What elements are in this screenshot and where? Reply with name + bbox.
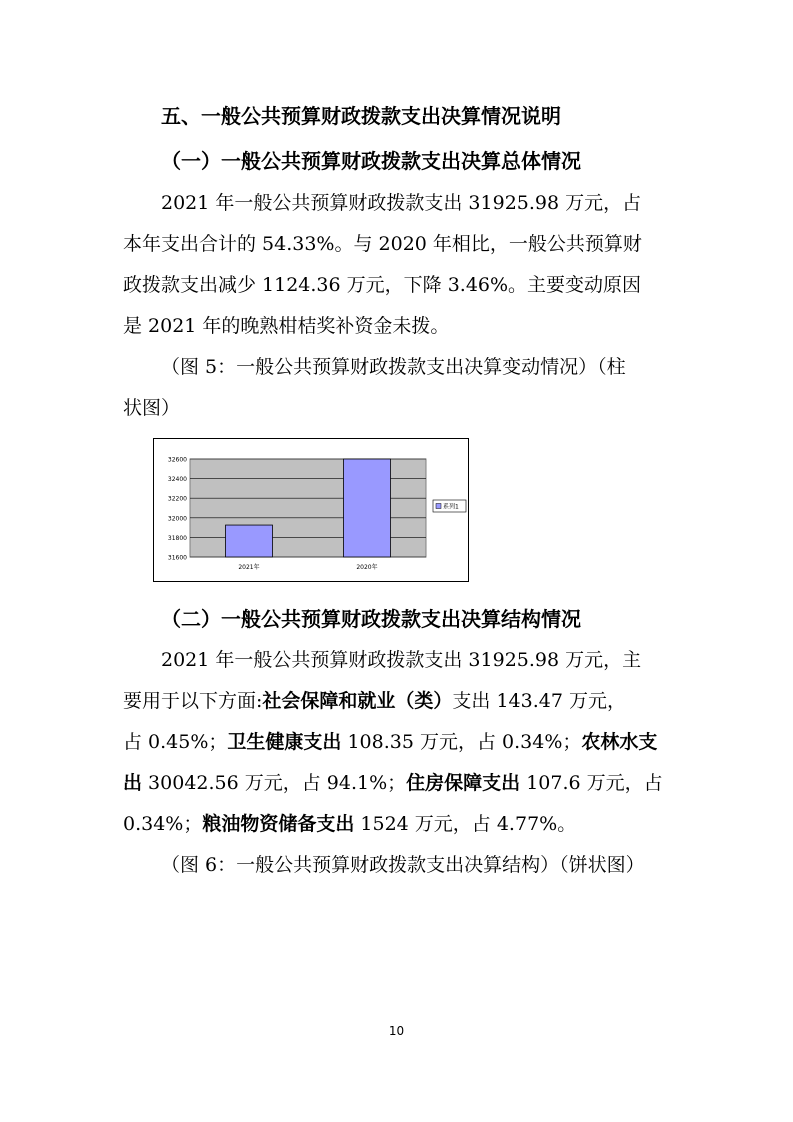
category-housing: 住房保障支出 — [406, 772, 521, 794]
fig5-caption-line1: （图 5：一般公共预算财政拨款支出决算变动情况）（柱 — [161, 356, 626, 378]
para1-line1: 2021 年一般公共预算财政拨款支出 31925.98 万元，占 — [161, 192, 642, 214]
para1-line3: 政拨款支出减少 1124.36 万元，下降 3.46%。主要变动原因 — [123, 274, 642, 296]
para2-l4-amount: 30042.56 万元，占 94.1%； — [142, 772, 407, 794]
category-agriculture-part1: 农林水支 — [581, 731, 658, 753]
bar — [344, 459, 391, 557]
bar-chart — [153, 438, 469, 582]
subsection-heading-structure: （二）一般公共预算财政拨款支出决算结构情况 — [161, 607, 581, 631]
bar — [226, 525, 273, 557]
y-tick-label: 31800 — [167, 534, 187, 542]
page-number: 10 — [388, 1024, 405, 1038]
y-tick-label: 32600 — [167, 456, 187, 464]
para2-l5-amount: 1524 万元，占 4.77%。 — [354, 813, 577, 835]
y-tick-label: 32400 — [167, 476, 187, 484]
para2-l2-amount: 支出 143.47 万元， — [452, 690, 626, 712]
category-agriculture-part2: 出 — [123, 772, 143, 794]
fig6-caption: （图 6：一般公共预算财政拨款支出决算结构）（饼状图） — [161, 854, 645, 876]
y-tick-label: 32000 — [167, 515, 187, 523]
section-heading: 五、一般公共预算财政拨款支出决算情况说明 — [161, 104, 561, 128]
subsection-heading-overall: （一）一般公共预算财政拨款支出决算总体情况 — [161, 149, 581, 173]
fig5-caption-line2: 状图） — [123, 397, 181, 419]
para2-line5 — [123, 811, 576, 837]
para2-l5-text: 0.34%； — [123, 813, 203, 835]
para2-line4 — [123, 770, 663, 796]
para2-line1: 2021 年一般公共预算财政拨款支出 31925.98 万元，主 — [161, 649, 642, 671]
para2-l2-text: 要用于以下方面: — [123, 690, 263, 712]
bar-chart-svg — [154, 439, 470, 583]
para2-line3 — [123, 729, 657, 755]
y-tick-label: 31600 — [167, 554, 187, 562]
legend-label: 系列1 — [443, 503, 459, 511]
legend-swatch — [436, 504, 441, 509]
y-tick-label: 32200 — [167, 495, 187, 503]
para1-line2: 本年支出合计的 54.33%。与 2020 年相比，一般公共预算财 — [123, 233, 642, 255]
x-tick-label: 2021年 — [238, 564, 260, 571]
para1-line4: 是 2021 年的晚熟柑桔奖补资金未拨。 — [123, 315, 450, 337]
para2-l3-amount: 108.35 万元，占 0.34%； — [341, 731, 582, 753]
para2-l4-amount2: 107.6 万元，占 — [520, 772, 663, 794]
category-grain-reserve: 粮油物资储备支出 — [202, 813, 355, 835]
para2-l3-text: 占 0.45%； — [123, 731, 228, 753]
x-tick-label: 2020年 — [356, 564, 378, 571]
category-health: 卫生健康支出 — [227, 731, 342, 753]
para2-line2 — [123, 688, 626, 714]
category-social-security: 社会保障和就业（类） — [262, 690, 453, 712]
